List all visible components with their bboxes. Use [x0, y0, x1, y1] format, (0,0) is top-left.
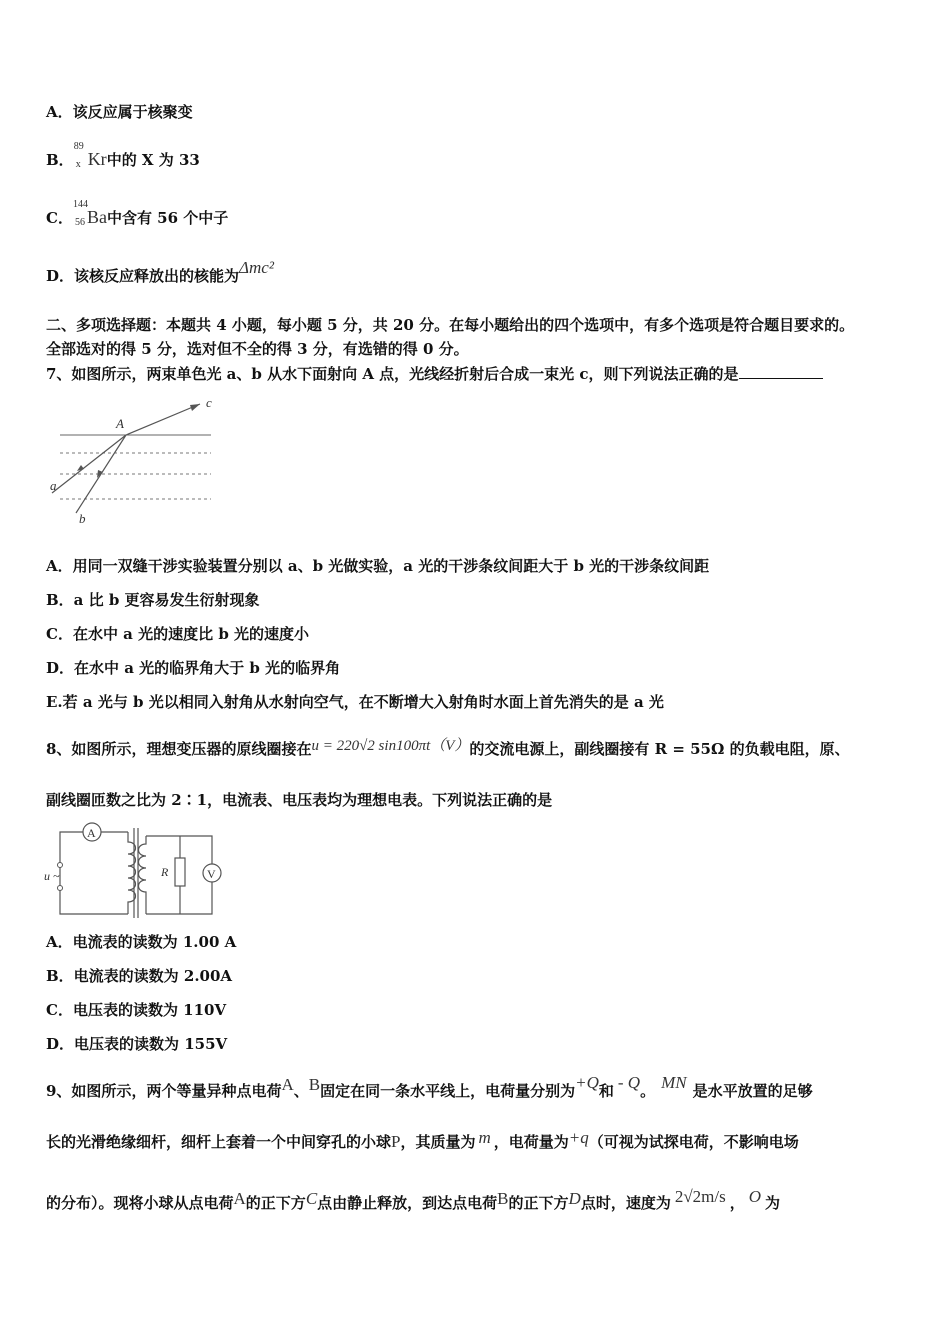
point-O: O — [748, 1187, 762, 1206]
q7-refraction-figure — [46, 395, 226, 530]
q8-stem-start: 8、如图所示，理想变压器的原线圈接在 — [46, 740, 312, 758]
voltmeter-label: V — [207, 867, 216, 881]
q6-option-c-prefix: C． — [46, 209, 73, 227]
energy-formula: Δmc² — [239, 258, 274, 277]
q7-option-c: C．在水中 a 光的速度比 b 光的速度小 — [46, 625, 310, 643]
q9-l3-text-b: 的正下方 — [245, 1194, 306, 1212]
ammeter-label: A — [87, 826, 96, 840]
q8-option-d: D．电压表的读数为 155V — [46, 1035, 228, 1053]
q9-l2-text-d: （可视为试探电荷，不影响电场 — [588, 1133, 799, 1151]
q7-option-d: D．在水中 a 光的临界角大于 b 光的临界角 — [46, 659, 341, 677]
nuclide-kr-symbol: Kr — [87, 149, 107, 169]
q6-option-c-text: 中含有 56 个中子 — [106, 209, 229, 227]
point-C: C — [305, 1189, 318, 1208]
q6-option-d-text: D．该核反应释放出的核能为 — [46, 267, 240, 285]
nuclide-ba-atomic: 56 — [74, 217, 85, 228]
nuclide-ba — [72, 199, 107, 230]
ray-a — [52, 435, 126, 493]
q7-option-e: E.若 a 光与 b 光以相同入射角从水射向空气，在不断增大入射角时水面上首先消失的是 a 光 — [46, 693, 664, 711]
q9-l1-sep: 、 — [293, 1082, 309, 1100]
rod-MN: MN — [661, 1073, 687, 1092]
q9-l3-comma: ， — [729, 1194, 745, 1212]
q7-stem-text: 7、如图所示，两束单色光 a、b 从水下面射向 A 点，光线经折射后合成一束光 c，则下列说法正确的是 — [46, 365, 739, 383]
resistor — [175, 858, 185, 886]
q9-l3-text-e: 点时，速度为 — [580, 1194, 671, 1212]
charge-minus-Q: - Q — [617, 1073, 641, 1092]
q6-option-a: A．该反应属于核聚变 — [46, 103, 193, 121]
q9-l2-text-c: ，电荷量为 — [493, 1133, 569, 1151]
secondary-coil — [139, 836, 147, 914]
q9-line1 — [46, 1073, 813, 1102]
q9-l1-text-b: 固定在同一条水平线上，电荷量分别为 — [320, 1082, 576, 1100]
q8-option-a: A．电流表的读数为 1.00 A — [46, 933, 237, 951]
q6-option-b-text: 中的 X 为 33 — [106, 151, 200, 169]
charge-plus-Q: +Q — [575, 1073, 599, 1092]
nuclide-kr-atomic: x — [75, 159, 81, 170]
q6-option-b — [46, 141, 200, 172]
nuclide-ba-symbol: Ba — [86, 207, 107, 227]
q8-option-c: C．电压表的读数为 110V — [46, 1001, 227, 1019]
q9-l3-text-c: 点由静止释放，到达点电荷 — [317, 1194, 498, 1212]
q6-option-d — [46, 258, 274, 287]
resistor-label: R — [161, 865, 169, 879]
q9-line2 — [46, 1128, 799, 1153]
q9-l3-text-d: 的正下方 — [508, 1194, 569, 1212]
q9-l2-text-b: ，其质量为 — [400, 1133, 476, 1151]
terminal-top — [58, 863, 63, 868]
q8-option-b: B．电流表的读数为 2.00A — [46, 967, 233, 985]
terminal-bottom — [58, 886, 63, 891]
q7-option-a: A．用同一双缝干涉实验装置分别以 a、b 光做实验，a 光的干涉条纹间距大于 b 光的干涉条纹间距 — [46, 557, 710, 575]
ray-c-label: c — [206, 395, 212, 410]
section2-line2: 全部选对的得 5 分，选对但不全的得 3 分，有选错的得 0 分。 — [46, 340, 469, 358]
q7-option-b: B．a 比 b 更容易发生衍射现象 — [46, 591, 260, 609]
nuclide-kr — [73, 141, 107, 172]
point-A-label: A — [116, 416, 124, 431]
ray-a-label: a — [50, 478, 57, 493]
q9-l1-dot: 。 — [640, 1082, 656, 1100]
q8-stem-line2: 副线圈匝数之比为 2∶1，电流表、电压表均为理想电表。下列说法正确的是 — [46, 791, 553, 809]
charge-B: B — [308, 1075, 321, 1094]
q9-l3-text-g: 为 — [765, 1194, 781, 1212]
ray-c — [126, 404, 200, 435]
point-D: D — [568, 1189, 581, 1208]
q8-transformer-figure — [44, 822, 229, 922]
q9-l1-text-c: 是水平放置的足够 — [692, 1082, 813, 1100]
section2-line1: 二、多项选择题：本题共 4 小题，每小题 5 分，共 20 分。在每小题给出的四个选项中，有多个选项是符合题目要求的。 — [46, 316, 855, 334]
speed-value: 2√2m/s — [674, 1187, 726, 1206]
source-label: u ~ — [44, 869, 60, 883]
point-B: B — [497, 1189, 509, 1208]
q8-stem-end: 的交流电源上，副线圈接有 R = 55Ω 的负载电阻，原、 — [469, 740, 850, 758]
nuclide-ba-mass: 144 — [72, 199, 88, 210]
voltage-formula: u = 220√2 sin100πt（V） — [311, 738, 470, 754]
q9-l2-text-a: 长的光滑绝缘细杆，细杆上套着一个中间穿孔的小球 — [46, 1133, 392, 1151]
charge-A: A — [281, 1075, 294, 1094]
primary-wire — [60, 832, 128, 914]
q6-option-b-prefix: B． — [46, 151, 74, 169]
charge-plus-q: +q — [568, 1128, 589, 1147]
q7-stem — [46, 363, 823, 385]
ball-P: P — [391, 1132, 401, 1151]
q9-l1-and: 和 — [598, 1082, 614, 1100]
q6-option-c — [46, 199, 229, 230]
ray-c-arrow — [190, 404, 200, 411]
q9-l3-text-a: 的分布）。现将小球从点电荷 — [46, 1194, 234, 1212]
q9-line3 — [46, 1187, 781, 1214]
q9-l1-text-a: 9、如图所示，两个等量异种点电荷 — [46, 1082, 282, 1100]
mass-m: m — [478, 1128, 491, 1147]
point-A: A — [233, 1189, 246, 1208]
nuclide-kr-mass: 89 — [73, 141, 84, 152]
q8-stem-line1 — [46, 738, 850, 761]
q7-answer-blank — [739, 364, 823, 379]
ray-b-label: b — [79, 511, 86, 526]
